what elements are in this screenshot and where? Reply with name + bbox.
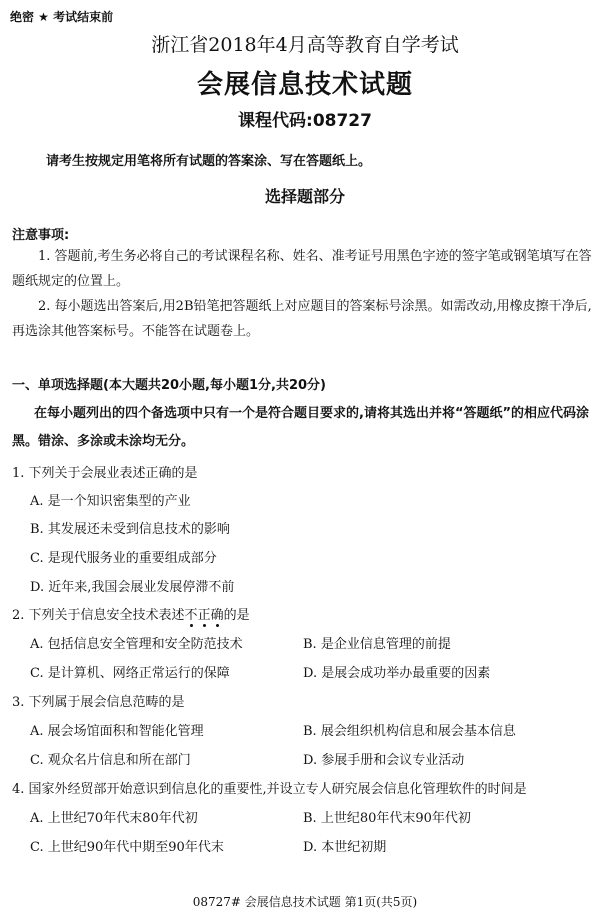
question-option: C. 观众名片信息和所在部门 <box>30 753 191 768</box>
part1-description: 在每小题列出的四个备选项中只有一个是符合题目要求的,请将其选出并将“答题纸”的相应代码涂黑。错涂、多涂或未涂均无分。 <box>12 406 590 449</box>
question-stem: 1. 下列关于会展业表述正确的是 <box>12 466 198 481</box>
question-option: B. 上世纪80年代末90年代初 <box>303 811 471 826</box>
question-option: B. 是企业信息管理的前提 <box>303 637 451 652</box>
question-stem-text: 的是 <box>223 608 250 623</box>
question-option: B. 其发展还未受到信息技术的影响 <box>30 522 230 537</box>
question-option: D. 是展会成功举办最重要的因素 <box>303 666 491 681</box>
page-footer: 08727# 会展信息技术试题 第1页(共5页) <box>192 895 418 909</box>
part1-title: 一、单项选择题(本大题共20小题,每小题1分,共20分) <box>12 378 326 393</box>
note-item: 2. 每小题选出答案后,用2B铅笔把答题纸上对应题目的答案标号涂黑。如需改动,用橡皮擦干净后,再选涂其他答案标号。不能答在试题卷上。 <box>12 299 592 339</box>
paper-title: 会展信息技术试题 <box>196 70 413 100</box>
question-stem <box>12 604 250 623</box>
question-option: D. 近年来,我国会展业发展停滞不前 <box>30 580 235 595</box>
question-stem: 3. 下列属于展会信息范畴的是 <box>12 695 185 710</box>
question-option: A. 是一个知识密集型的产业 <box>30 494 191 509</box>
question-option: C. 是现代服务业的重要组成部分 <box>30 551 217 566</box>
question-stem: 4. 国家外经贸部开始意识到信息化的重要性,并设立专人研究展会信息化管理软件的时间是 <box>12 782 527 797</box>
confidential-label: 绝密 ★ 考试结束前 <box>10 10 114 24</box>
question-option: D. 参展手册和会议专业活动 <box>303 753 465 768</box>
section-title: 选择题部分 <box>264 187 345 206</box>
emphasis-char: 正 <box>197 608 211 623</box>
question-stem-text: 2. 下列关于信息安全技术表述 <box>12 608 185 623</box>
note-item: 1. 答题前,考生务必将自己的考试课程名称、姓名、准考证号用黑色字迹的签字笔或钢笔填写在答题纸规定的位置上。 <box>12 249 592 289</box>
emphasis-char: 确 <box>210 608 224 623</box>
notes-heading: 注意事项: <box>12 228 70 243</box>
exam-title: 浙江省2018年4月高等教育自学考试 <box>151 34 459 56</box>
question-option: A. 上世纪70年代末80年代初 <box>30 811 198 826</box>
question-option: C. 是计算机、网络正常运行的保障 <box>30 666 230 681</box>
general-instruction: 请考生按规定用笔将所有试题的答案涂、写在答题纸上。 <box>46 154 372 169</box>
question-option: A. 展会场馆面积和智能化管理 <box>30 724 204 739</box>
question-option: B. 展会组织机构信息和展会基本信息 <box>303 724 516 739</box>
course-code: 课程代码:08727 <box>238 111 372 131</box>
emphasis-char: 不 <box>184 608 198 623</box>
question-option: A. 包括信息安全管理和安全防范技术 <box>30 637 243 652</box>
question-option: D. 本世纪初期 <box>303 840 387 855</box>
question-option: C. 上世纪90年代中期至90年代末 <box>30 840 224 855</box>
